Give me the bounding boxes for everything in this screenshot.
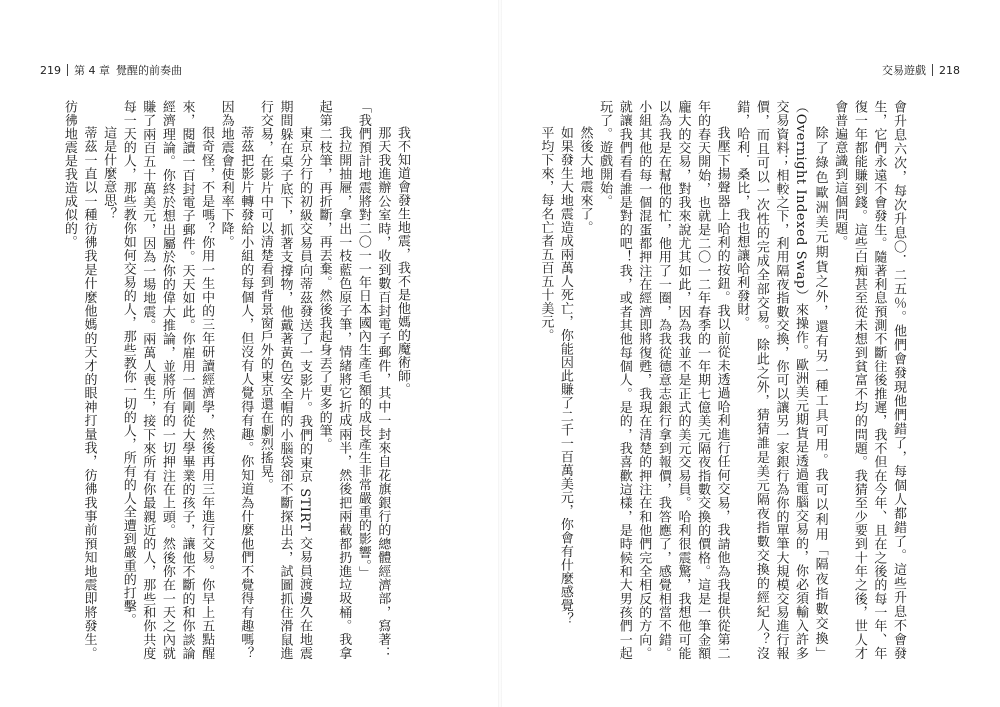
paragraph: 會升息六次，每次升息〇．二五％。他們會發現他們錯了，每個人都錯了。這些升息不會發生，它們永遠不會發生。隨著利息預測不斷往後推遲，我不但在今年、且在之後的每一年、年復一年都能賺到錢。這些白痴甚至從未想到貧富不均的問題。我猜至少要到十年之後，世人才會普遍意識到這個問題。 [832,100,906,660]
right-page-number: 218 [939,63,960,77]
left-page-number: 219 [40,63,61,77]
paragraph: 平均下來，每名亡者五百五十美元。 [538,126,554,342]
paragraph: 很奇怪，不是嗎？你用一生中的三年研讀經濟學，然後再用三年進行交易。你早上五點醒來，閱讀一百封電子郵件。天天如此。你雇用一個剛從大學畢業的孩子，讓他不斷的和你談論經濟理論。你終於想出屬於你的偉大推論，並將所有的一切押注在上頭。然後你在一天之內就賺了兩百五十萬美元，因為一場地震。兩萬人喪生，接下來所有你最親近的人，那些和你共度每一天的人，那些教你如何交易的人，那些教你一切的人，所有的人全遭到嚴重的打擊。 [120,100,215,660]
paragraph: 我拉開抽屜，拿出一枝藍色原子筆，情緒將它折成兩半，然後把兩截都扔進垃圾桶。我拿起第二枝筆，再折斷，再丟棄。然後我起身丟了更多的筆。 [316,100,352,660]
paragraph: 我不知道會發生地震，我不是他媽的魔術師。 [395,126,410,396]
chapter-label: 第 4 章 [74,64,110,77]
chapter-title: 覺醒的前奏曲 [116,64,182,77]
paragraph: 那天我進辦公室時，收到數百封電子郵件，其中一封來自花旗銀行的總體經濟部，寫著：「我們預計地震將對二〇一一年日本國內生產毛額的成長產生非常嚴重的影響。」 [355,100,391,660]
paragraph: 東京分行的初級交易員向蒂茲發送了一支影片。我們的東京 STIRT 交易員渡邊久在地震期間躲在桌子底下，抓著支撐物，他戴著黃色安全帽的小腦袋卻不斷探出去，試圖抓住滑鼠進行交易，在影片中可以清楚看到背景窗戶外的東京還在劇烈搖晃。 [257,100,313,660]
left-running-head [40,62,182,78]
paragraph: 除了綠色歐洲美元期貨之外，還有另一種工具可用。我可以利用「隔夜指數交換」（Overnight Indexed Swap）來操作。歐洲美元期貨是透過電腦交易的，你必須輸入許多交易資料；相較之下，利用隔夜指數交換，你可以讓另一家銀行為你的單筆大規模交易進行報價，而且可以一次性的完成全部交易。除此之外，猜猜誰是美元隔夜指數交換的經紀人？沒錯，哈利．桑比，我也想讓哈利發財。 [734,100,828,660]
paragraph: 這是什麼意思？ [101,126,117,221]
book-gutter [498,0,502,707]
right-page-body [538,100,908,660]
paragraph: 蒂茲一直以一種彷彿我是什麼他媽的天才的眼神打量我，彷彿我事前預知地震即將發生。彷彿地震是我造成似的。 [61,100,97,660]
paragraph: 蒂茲把影片轉發給小組的每個人，但沒有人覺得有趣。你知道為什麼他們不覺得有趣嗎？因為地震會使利率下降。 [218,100,254,660]
header-divider [67,64,68,76]
paragraph: 我壓下揚聲器上哈利的按鈕。我以前從未透過哈利進行任何交易，我請他為我提供從第二年的春天開始，也就是二〇一二年春季的一年期七億美元隔夜指數交換的價格。這是一筆金額龐大的交易，對我來說尤其如此，因為我並不是正式的美元交易員。哈利很震驚，我想他可能以為我是在幫他的忙，他用了一圈，為我從德意志銀行拿到報價，我答應了，感覺相當不錯。小組其他的每一個混蛋都押注在經濟即將復甦，我現在清楚的押注在和他們完全相反的方向。就讓我們看看誰是對的吧！我，或者其他每個人。是的，我喜歡這樣，是時候和大男孩們一起玩了。遊戲開始。 [597,100,730,660]
paragraph: 然後大地震來了。 [577,126,593,234]
header-divider [932,64,933,76]
right-running-head [882,62,960,78]
book-title: 交易遊戲 [882,64,926,77]
left-page-body [61,100,412,660]
paragraph: 如果發生大地震造成兩萬人死亡，你能因此賺了二千一百萬美元，你會有什麼感覺？ [557,126,573,626]
